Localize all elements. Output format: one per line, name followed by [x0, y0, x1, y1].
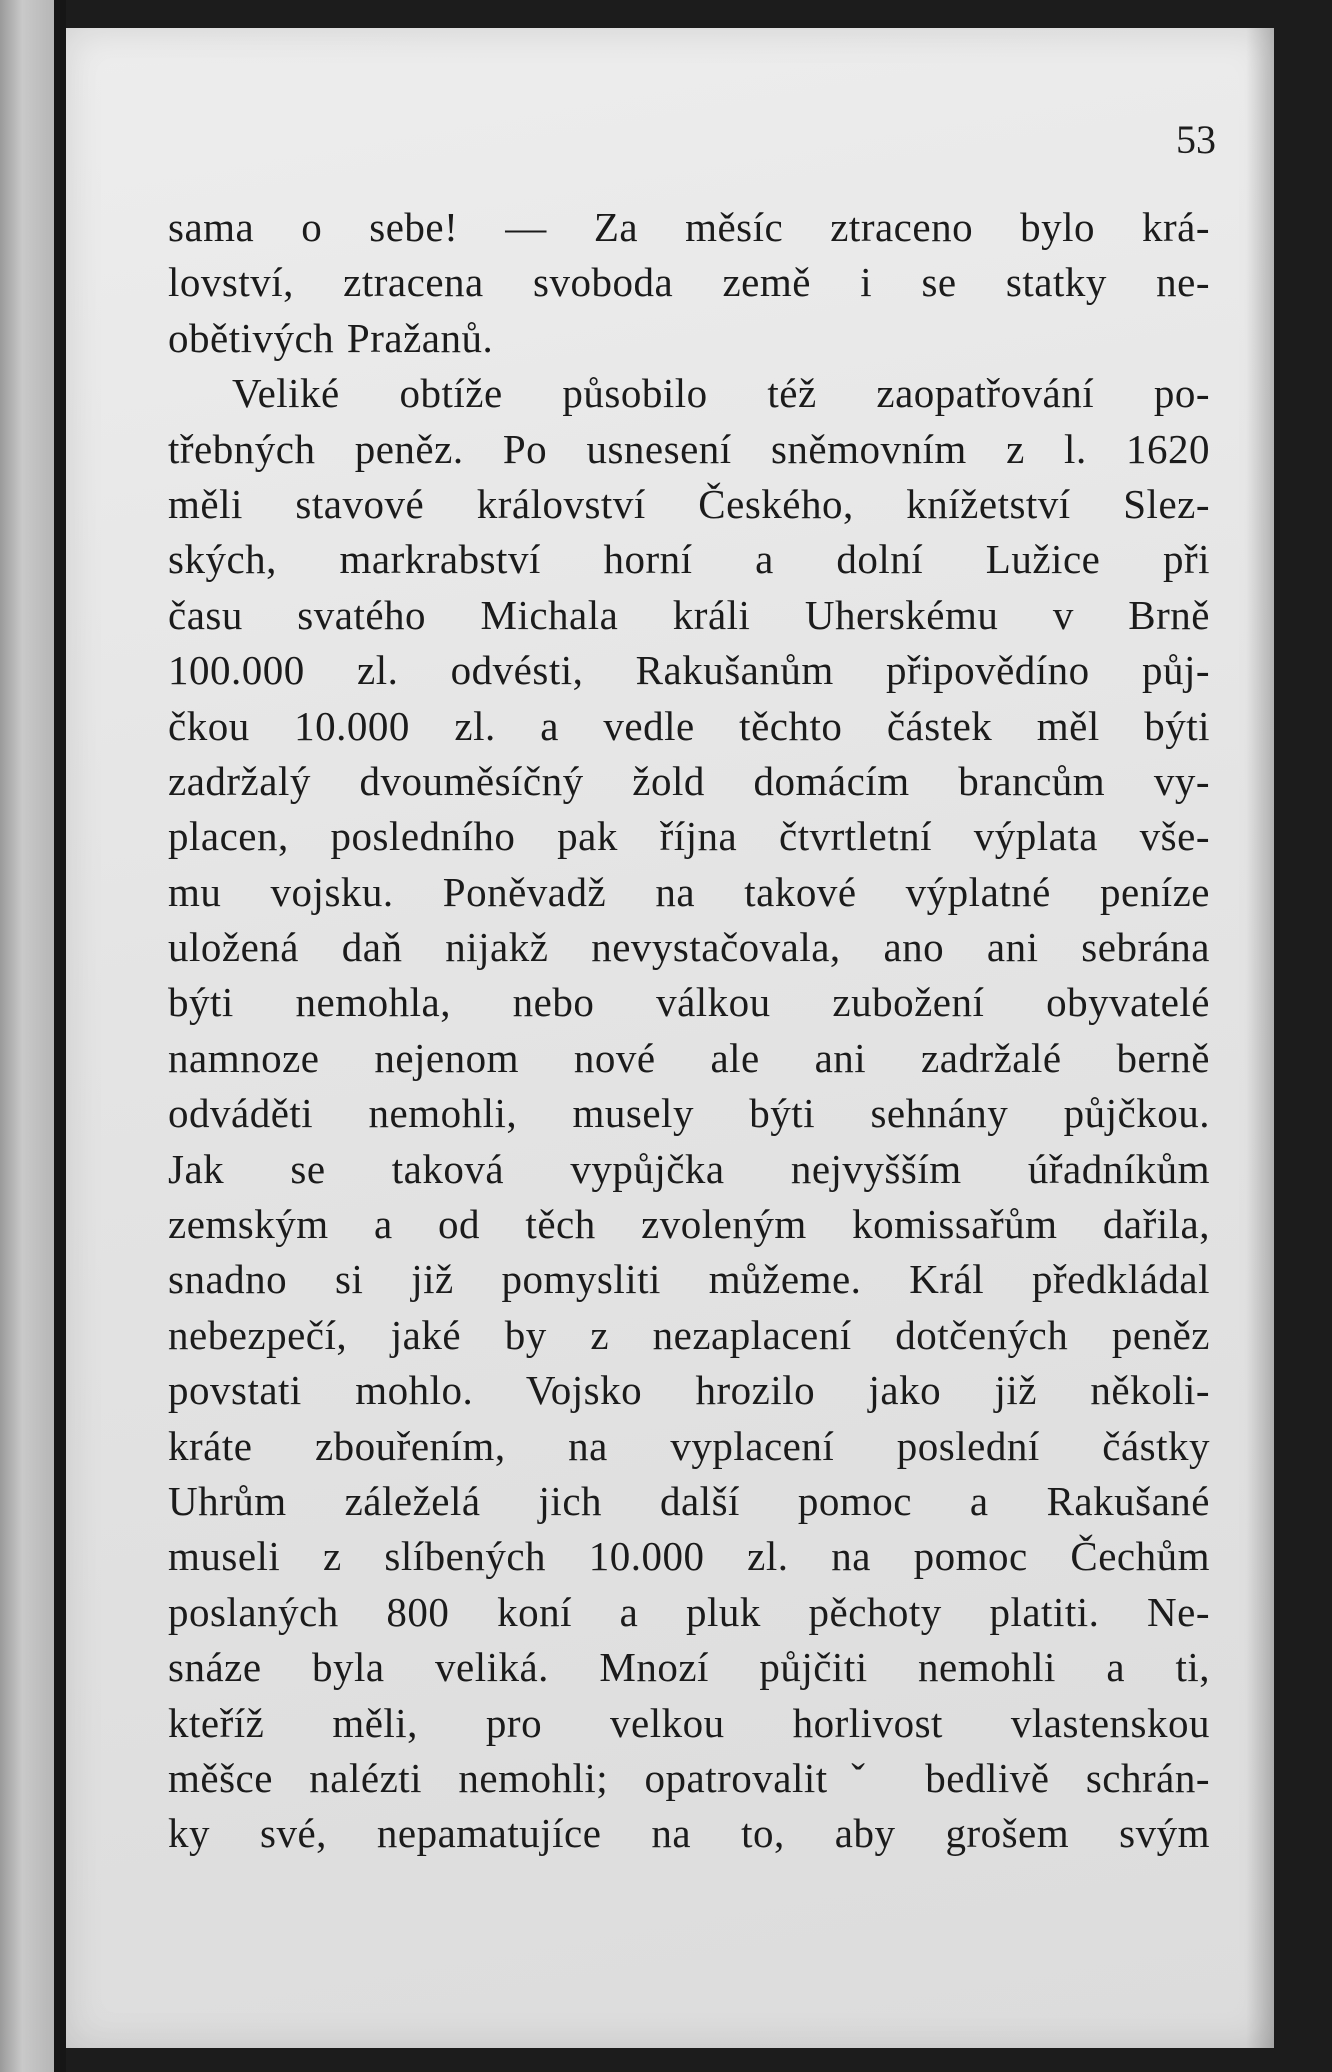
page-shadow [1246, 28, 1274, 2048]
text-line: obětivých Pražanů. [168, 314, 494, 361]
body-text [168, 200, 1210, 1862]
text-line: ky své, nepamatujíce na to, aby grošem svým [168, 1810, 1210, 1857]
text-line: kráte zbouřením, na vyplacení poslední částky [168, 1422, 1210, 1469]
text-line: odváděti nemohli, musely býti sehnány půjčkou. [168, 1090, 1210, 1137]
text-line: Veliké obtíže působilo též zaopatřování po- [232, 370, 1210, 417]
page-number: 53 [1176, 117, 1216, 162]
text-line: placen, posledního pak října čtvrtletní výplata vše- [168, 813, 1210, 860]
text-line: snadno si již pomysliti můžeme. Král předkládal [168, 1256, 1210, 1303]
text-line: nebezpečí, jaké by z nezaplacení dotčených peněz [168, 1311, 1210, 1358]
text-line: třebných peněz. Po usnesení sněmovním z l. 1620 [168, 425, 1210, 472]
text-line: lovství, ztracena svoboda země i se statky ne- [168, 259, 1210, 306]
text-line: ských, markrabství horní a dolní Lužice při [168, 536, 1210, 583]
text-line: sama o sebe! — Za měsíc ztraceno bylo krá- [168, 204, 1210, 250]
text-line: Uhrům záleželá jich další pomoc a Rakušané [168, 1477, 1210, 1524]
text-line: býti nemohla, nebo válkou zubožení obyvatelé [168, 979, 1210, 1026]
text-line: poslaných 800 koní a pluk pěchoty platiti. Ne- [168, 1588, 1210, 1635]
text-line: kteříž měli, pro velkou horlivost vlastenskou [168, 1699, 1210, 1746]
text-line: času svatého Michala králi Uherskému v Brně [168, 591, 1210, 638]
text-line: Jak se taková vypůjčka nejvyšším úřadníkům [168, 1145, 1210, 1192]
text-line: čkou 10.000 zl. a vedle těchto částek měl býti [168, 702, 1210, 749]
text-line: 100.000 zl. odvésti, Rakušanům připovědíno půj- [168, 647, 1210, 694]
text-line: zadržalý dvouměsíčný žold domácím brancům vy- [168, 757, 1210, 804]
book-page [66, 28, 1274, 2048]
text-line: namnoze nejenom nové ale ani zadržalé berně [168, 1034, 1210, 1081]
text-line: měli stavové království Českého, knížetství Slez- [168, 480, 1210, 527]
text-line: povstati mohlo. Vojsko hrozilo jako již několi- [168, 1367, 1210, 1414]
facing-page-edge [0, 0, 56, 2072]
text-line: měšce nalézti nemohli; opatrovalitˇ bedlivě schrán- [168, 1754, 1210, 1801]
text-line: zemským a od těch zvoleným komissařům dařila, [168, 1201, 1210, 1248]
text-line: uložená daň nijakž nevystačovala, ano ani sebrána [168, 924, 1210, 971]
book-spine [54, 0, 66, 2072]
text-line: mu vojsku. Poněvadž na takové výplatné peníze [168, 868, 1210, 915]
text-line: snáze byla veliká. Mnozí půjčiti nemohli a ti, [168, 1644, 1210, 1691]
text-line: museli z slíbených 10.000 zl. na pomoc Čechům [168, 1533, 1210, 1580]
